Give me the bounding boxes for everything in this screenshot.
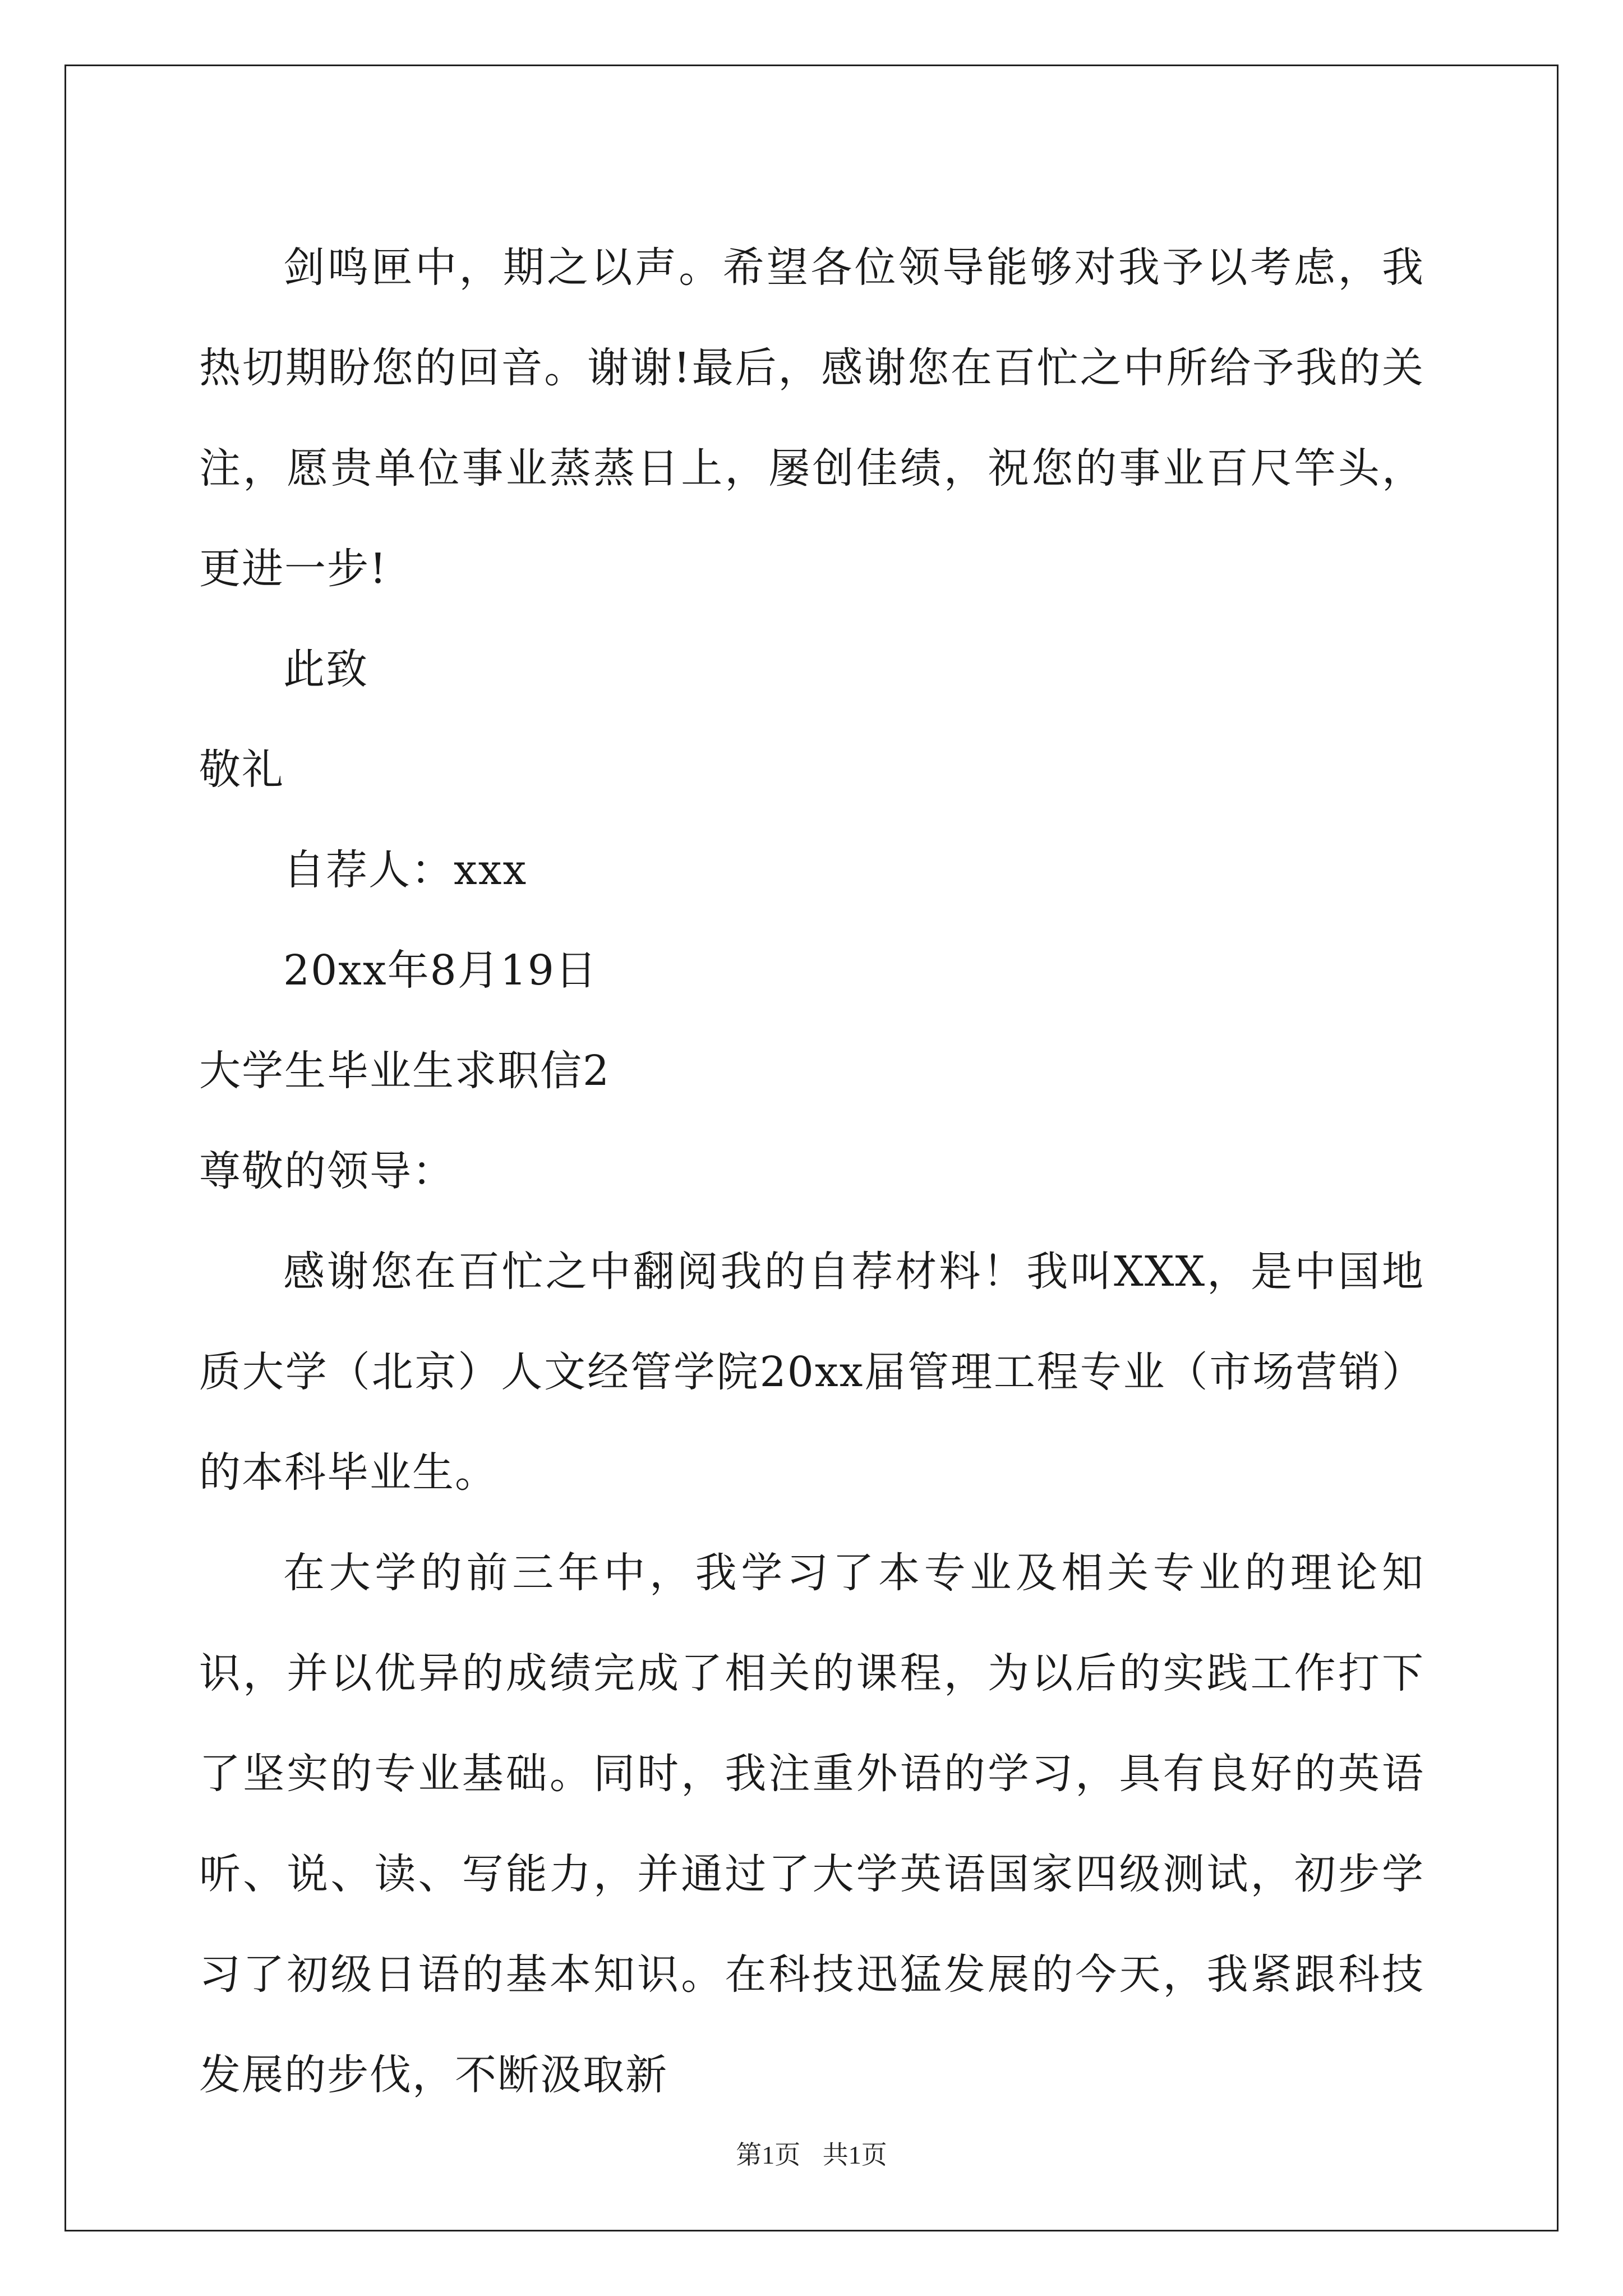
salutation-jingli: 敬礼 bbox=[199, 746, 284, 794]
page-number: 第1页 bbox=[736, 2141, 801, 2169]
page-footer bbox=[0, 2134, 1623, 2171]
section-title: 大学生毕业生求职信2 bbox=[199, 1047, 611, 1095]
signature-line: 自荐人：xxx bbox=[283, 846, 528, 894]
greeting-line: 尊敬的领导： bbox=[199, 1147, 455, 1195]
date-line: 20xx年8月19日 bbox=[283, 946, 598, 995]
document-body bbox=[199, 218, 1424, 2125]
paragraph-study: 在大学的前三年中，我学习了本专业及相关专业的理论知识，并以优异的成绩完成了相关的课程，为以后的实践工作打下了坚实的专业基础。同时，我注重外语的学习，具有良好的英语听、说、读、写能力，并通过了大学英语国家四级测试，初步学习了初级日语的基本知识。在科技迅猛发展的今天，我紧跟科技发展的步伐，不断汲取新 bbox=[199, 1549, 1424, 2099]
salutation-cizhi: 此致 bbox=[283, 645, 368, 693]
paragraph-intro: 感谢您在百忙之中翻阅我的自荐材料！我叫XXX，是中国地质大学（北京）人文经管学院20xx届管理工程专业（市场营销）的本科毕业生。 bbox=[199, 1248, 1424, 1497]
paragraph-closing: 剑鸣匣中，期之以声。希望各位领导能够对我予以考虑，我热切期盼您的回音。谢谢!最后，感谢您在百忙之中所给予我的关注，愿贵单位事业蒸蒸日上，屡创佳绩，祝您的事业百尺竿头，更进一步! bbox=[199, 243, 1424, 593]
page-total: 共1页 bbox=[822, 2141, 887, 2169]
